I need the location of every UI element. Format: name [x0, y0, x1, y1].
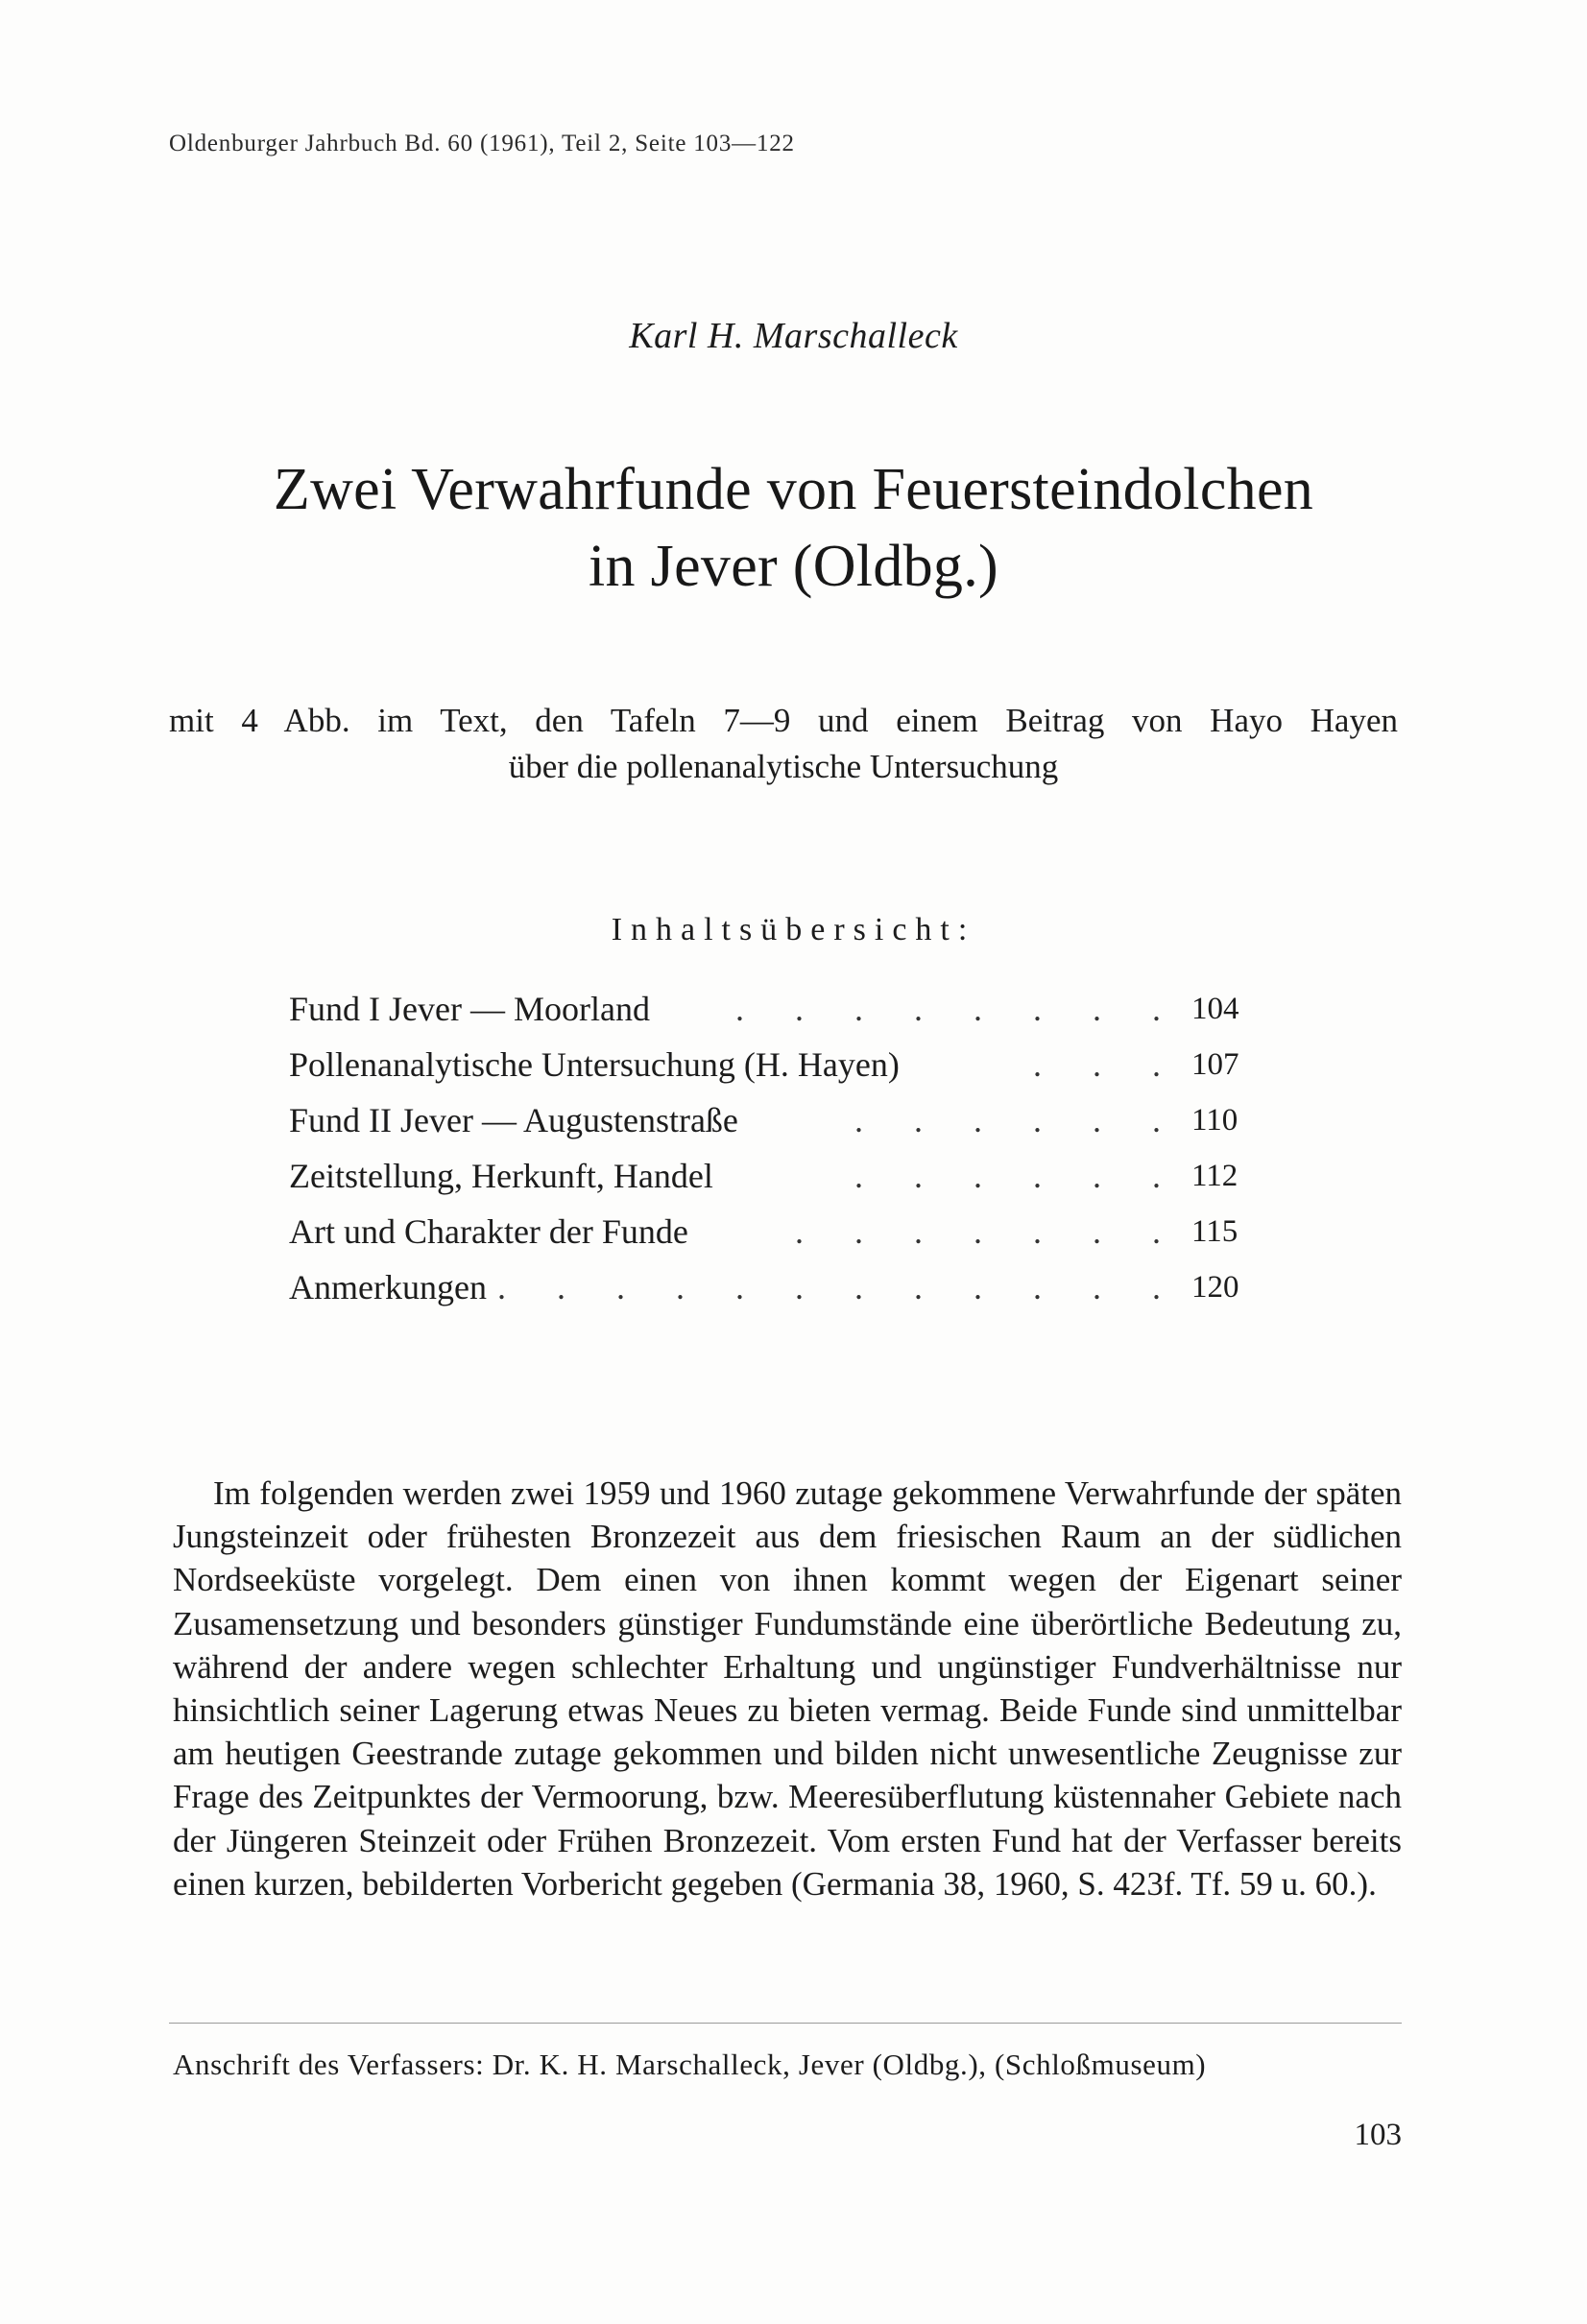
toc-leader-dots: . . . . . . — [854, 1101, 1182, 1139]
toc-entry-label: Fund II Jever — Augustenstraße — [289, 1101, 738, 1139]
toc-heading: Inhaltsübersicht: — [611, 912, 976, 947]
article-title — [0, 451, 1587, 605]
subtitle-line-2: über die pollenanalytische Untersuchung — [508, 748, 1059, 785]
toc-entry-page: 120 — [1191, 1270, 1239, 1305]
toc-entry — [289, 1259, 1287, 1315]
toc-entry-page: 110 — [1191, 1103, 1238, 1138]
body-paragraph: Im folgenden werden zwei 1959 und 1960 zutage gekommene Verwahrfunde der späten Jungsteinzeit oder frühesten Bronzezeit aus dem friesischen Raum an der südlichen Nordseeküste vorgelegt. Dem einen von ihnen kommt wegen der Eigenart seiner Zusamensetzung und besonders günstiger Fundumstände eine überörtliche Bedeutung zu, während der andere wegen schlechter Erhaltung und ungünstiger Fundverhältnisse nur hinsichtlich seiner Lagerung etwas Neues zu bieten vermag. Beide Funde sind unmittelbar am heutigen Geestrande zutage gekommen und bilden nicht unwesentliche Zeugnisse zur Frage des Zeitpunktes der Vermoorung, bzw. Meeresüberflutung küstennaher Gebiete nach der Jüngeren Steinzeit oder Frühen Bronzezeit. Vom ersten Fund hat der Verfasser bereits einen kurzen, bebilderten Vorbericht gegeben (Germania 38, 1960, S. 423f. Tf. 59 u. 60.). — [173, 1474, 1402, 1903]
toc-entry-label: Pollenanalytische Untersuchung (H. Hayen) — [289, 1045, 900, 1084]
toc-entry — [289, 1092, 1287, 1148]
footnote-divider — [169, 2023, 1402, 2024]
toc-entry-label: Zeitstellung, Herkunft, Handel — [289, 1157, 713, 1195]
journal-header: Oldenburger Jahrbuch Bd. 60 (1961), Teil 2, Seite 103—122 — [169, 131, 795, 156]
table-of-contents — [289, 981, 1287, 1315]
title-line-1: Zwei Verwahrfunde von Feuersteindolchen — [273, 457, 1314, 522]
toc-entry-page: 107 — [1191, 1047, 1239, 1082]
title-line-2: in Jever (Oldbg.) — [589, 534, 998, 599]
toc-entry-label: Fund I Jever — Moorland — [289, 990, 650, 1028]
toc-leader-dots: . . . . . . . . . . . . — [497, 1268, 1182, 1306]
author-name: Karl H. Marschalleck — [629, 316, 958, 356]
toc-leader-dots: . . . . . . — [854, 1157, 1182, 1195]
toc-entry-page: 112 — [1191, 1159, 1238, 1193]
toc-entry — [289, 1148, 1287, 1204]
toc-entry — [289, 1037, 1287, 1092]
author-address: Anschrift des Verfassers: Dr. K. H. Marschalleck, Jever (Oldbg.), (Schloßmuseum) — [173, 2048, 1207, 2081]
toc-entry-label: Anmerkungen — [289, 1268, 487, 1306]
toc-entry-page: 115 — [1191, 1214, 1238, 1249]
toc-entry-label: Art und Charakter der Funde — [289, 1212, 688, 1251]
toc-leader-dots: . . . . . . . — [795, 1212, 1182, 1251]
toc-entry — [289, 981, 1287, 1037]
toc-leader-dots: . . . — [1033, 1045, 1182, 1084]
page-number: 103 — [1354, 2118, 1402, 2152]
toc-leader-dots: . . . . . . . . — [735, 990, 1182, 1028]
toc-entry — [289, 1204, 1287, 1259]
toc-entry-page: 104 — [1191, 992, 1239, 1026]
subtitle-line-1: mit 4 Abb. im Text, den Tafeln 7—9 und einem Beitrag von Hayo Hayen — [169, 702, 1398, 739]
article-subtitle — [169, 698, 1398, 790]
